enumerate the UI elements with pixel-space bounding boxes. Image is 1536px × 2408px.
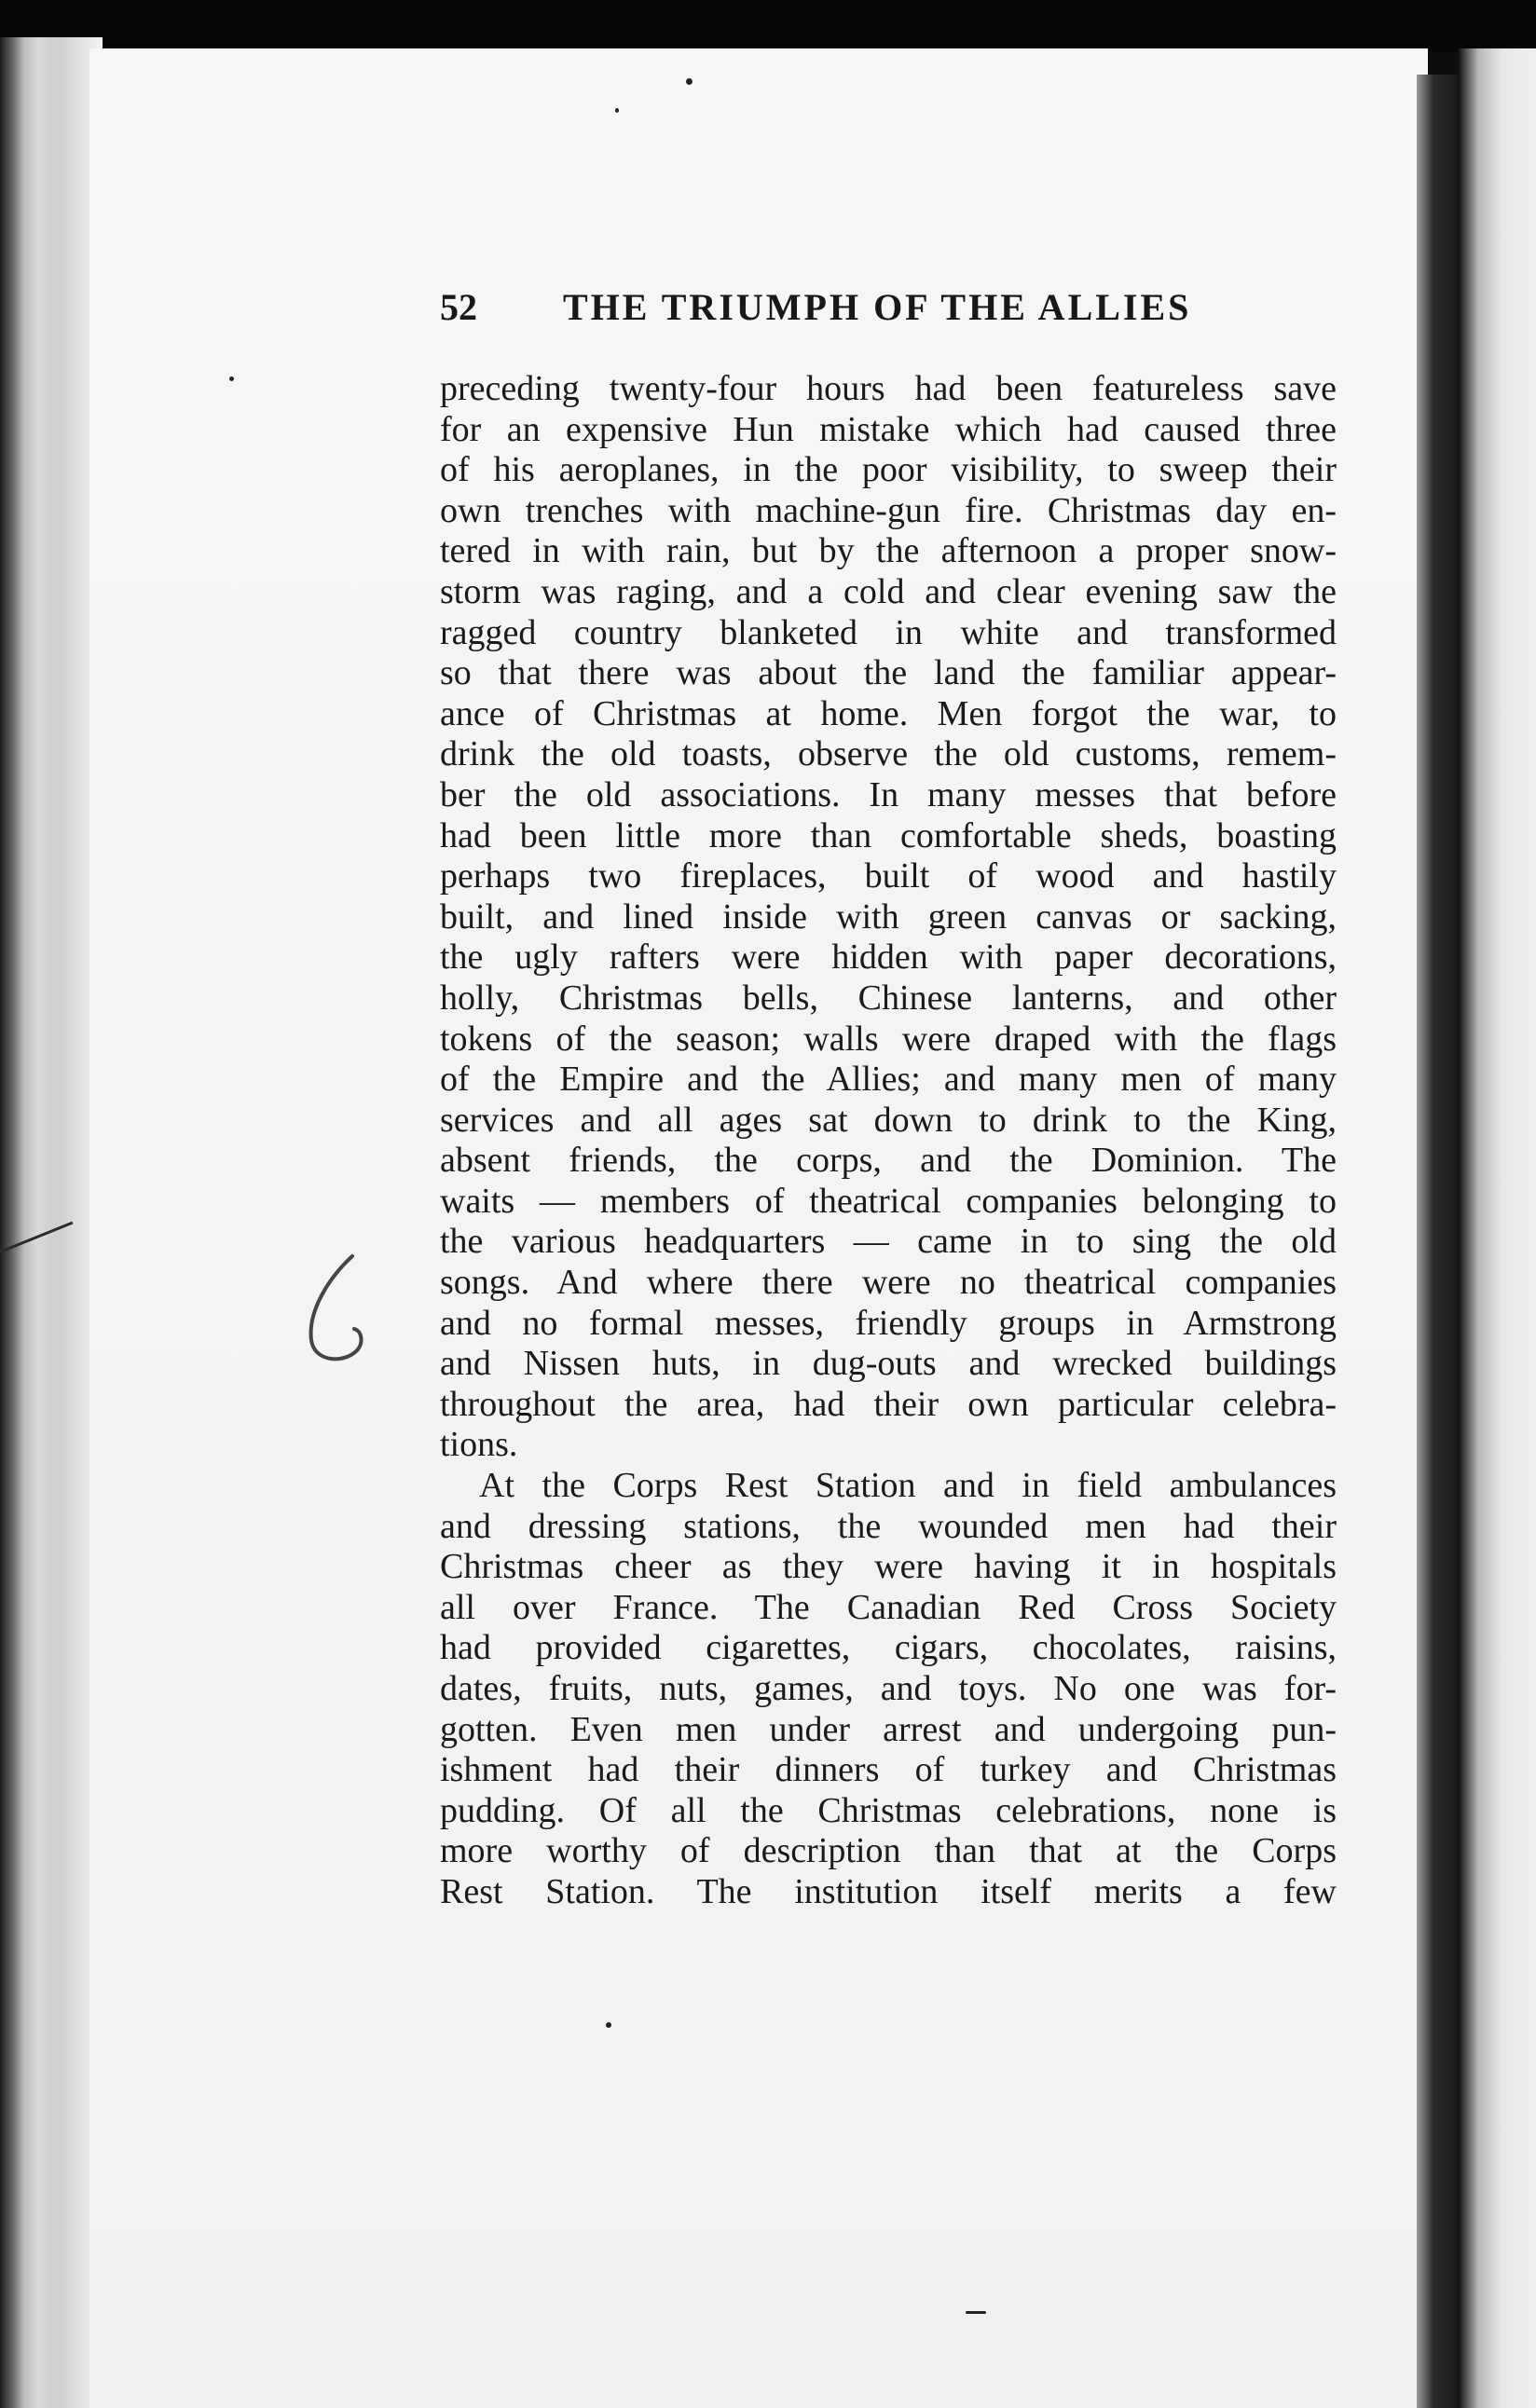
text-line: Rest Station. The institution itself merits a few xyxy=(440,1871,1337,1911)
text-line: the various headquarters — came in to sing the old xyxy=(440,1222,1337,1262)
text-line: holly, Christmas bells, Chinese lanterns, and other xyxy=(440,978,1337,1018)
text-line: and dressing stations, the wounded men had their xyxy=(440,1506,1337,1546)
text-line: waits — members of theatrical companies belonging to xyxy=(440,1181,1337,1221)
text-line: had been little more than comfortable sheds, boasting xyxy=(440,815,1337,855)
scan-top-border xyxy=(0,0,1536,52)
text-line: songs. And where there were no theatrical companies xyxy=(440,1263,1337,1303)
text-line: perhaps two fireplaces, built of wood and hastily xyxy=(440,856,1337,896)
text-line: of his aeroplanes, in the poor visibility, to sweep their xyxy=(440,450,1337,490)
text-line: and no formal messes, friendly groups in Armstrong xyxy=(440,1303,1337,1343)
text-line: tered in with rain, but by the afternoon a proper snow- xyxy=(440,531,1337,571)
text-line: all over France. The Canadian Red Cross Society xyxy=(440,1587,1337,1627)
text-line: for an expensive Hun mistake which had caused three xyxy=(440,409,1337,449)
dust-speck xyxy=(686,78,693,85)
text-line: tokens of the season; walls were draped with the flags xyxy=(440,1019,1337,1059)
text-line: storm was raging, and a cold and clear evening saw the xyxy=(440,571,1337,611)
text-line: ishment had their dinners of turkey and Christmas xyxy=(440,1750,1337,1790)
text-line: At the Corps Rest Station and in field ambulances xyxy=(479,1466,1337,1506)
dust-speck xyxy=(966,2311,986,2314)
text-line: so that there was about the land the familiar appear- xyxy=(440,653,1337,693)
page-header xyxy=(440,280,1335,335)
dust-speck xyxy=(229,376,234,381)
text-line: ance of Christmas at home. Men forgot the war, to xyxy=(440,693,1337,733)
page-number: 52 xyxy=(440,286,477,328)
text-line: preceding twenty-four hours had been featureless save xyxy=(440,369,1337,408)
text-line: of the Empire and the Allies; and many men of many xyxy=(440,1060,1337,1100)
text-line: dates, fruits, nuts, games, and toys. No one was for- xyxy=(440,1669,1337,1708)
text-line: and Nissen huts, in dug-outs and wrecked buildings xyxy=(440,1344,1337,1384)
text-line: drink the old toasts, observe the old customs, remem- xyxy=(440,734,1337,774)
text-line: absent friends, the corps, and the Dominion. The xyxy=(440,1141,1337,1181)
text-line: more worthy of description than that at the Corps xyxy=(440,1831,1337,1871)
handwritten-six-icon xyxy=(298,1249,373,1370)
dust-speck xyxy=(615,108,619,113)
page-edge-shadow xyxy=(1417,75,1458,2408)
text-line: ragged country blanketed in white and transformed xyxy=(440,612,1337,652)
text-line: own trenches with machine-gun fire. Christmas day en- xyxy=(440,490,1337,530)
text-line: pudding. Of all the Christmas celebrations, none is xyxy=(440,1790,1337,1830)
text-line: built, and lined inside with green canvas or sacking, xyxy=(440,896,1337,937)
text-line: tions. xyxy=(440,1425,518,1465)
text-line: Christmas cheer as they were having it in hospitals xyxy=(440,1547,1337,1587)
text-line: ber the old associations. In many messes that before xyxy=(440,774,1337,814)
running-title: THE TRIUMPH OF THE ALLIES xyxy=(563,286,1192,328)
text-line: services and all ages sat down to drink to the King, xyxy=(440,1100,1337,1140)
text-line: had provided cigarettes, cigars, chocolates, raisins, xyxy=(440,1628,1337,1668)
text-line: throughout the area, had their own particular celebra- xyxy=(440,1384,1337,1424)
text-line: the ugly rafters were hidden with paper decorations, xyxy=(440,937,1337,978)
facing-page-edge xyxy=(1458,48,1536,2408)
book-gutter xyxy=(0,37,103,2408)
body-text xyxy=(440,369,1337,1913)
text-line: gotten. Even men under arrest and undergoing pun- xyxy=(440,1709,1337,1749)
dust-speck xyxy=(606,2022,611,2028)
